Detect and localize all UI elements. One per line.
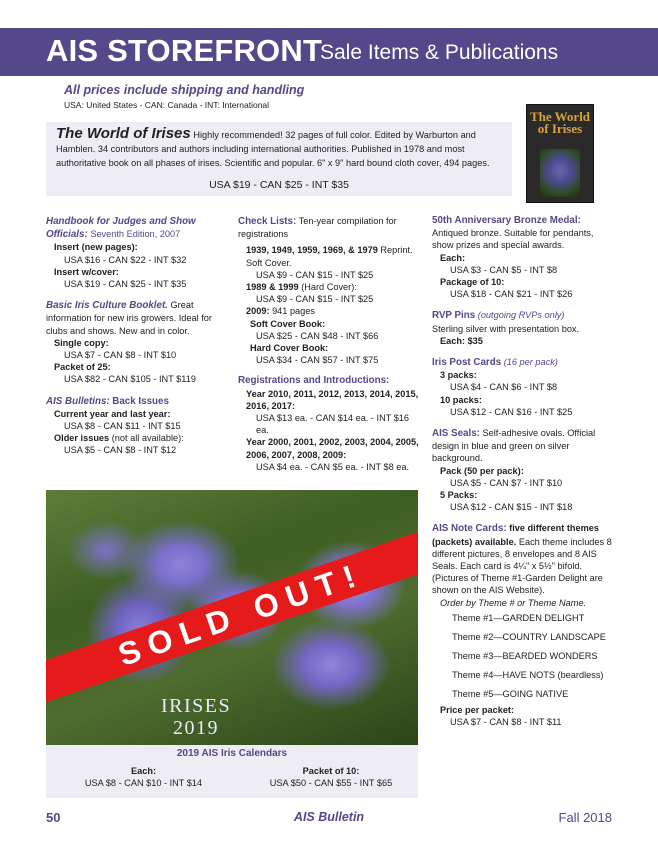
notecards-order: Order by Theme # or Theme Name. — [440, 597, 587, 608]
calendar-cover-title: IRISES 2019 — [160, 695, 232, 739]
medal-description: Antiqued bronze. Suitable for pendants, show prizes and special awards. — [432, 228, 594, 251]
world-of-irises-title: The World of Irises — [56, 125, 191, 142]
postcards-3-price: USA $4 - CAN $6 - INT $8 — [450, 382, 558, 393]
medal-each-label: Each: — [440, 252, 466, 263]
registrations-years-1: Year 2010, 2011, 2012, 2013, 2014, 2015, 2016, 2017: — [246, 388, 419, 411]
handbook-insert-label: Insert (new pages): — [54, 242, 138, 253]
calendar-title: 2019 AIS Iris Calendars — [176, 748, 288, 759]
postcards-heading: Iris Post Cards (16 per pack) — [432, 357, 558, 369]
registrations-heading: Registrations and Introductions: — [238, 375, 390, 387]
checklists-heading: Check Lists: Ten-year compilation for registrations — [238, 216, 397, 240]
publication-name: AIS Bulletin — [293, 810, 365, 824]
checklist-price-1: USA $9 - CAN $15 - INT $25 — [256, 269, 374, 280]
checklist-soft-price: USA $25 - CAN $48 - INT $66 — [256, 330, 379, 341]
world-of-irises-description: Highly recommended! 32 pages of full color. Edited by Warburton and Hamblen. 34 contributors and authors including international authorities. Published in 1978 and most authoritative book on all phases of irises. Scientific and popular. 6" x 9" hard bound cloth cover, 494 pages. — [56, 130, 490, 168]
notecards-themes — [432, 609, 614, 704]
culture-single-price: USA $7 - CAN $8 - INT $10 — [64, 350, 177, 361]
rvp-each: Each: $35 — [440, 335, 483, 346]
handbook-heading: Handbook for Judges and Show Officials: Seventh Edition, 2007 — [46, 216, 196, 241]
medal-heading: 50th Anniversary Bronze Medal: — [432, 215, 581, 226]
medal-package-price: USA $18 - CAN $21 - INT $26 — [450, 289, 573, 300]
header-banner — [0, 28, 658, 76]
seals-heading: AIS Seals: Self-adhesive ovals. Official design in blue and green on silver background. — [432, 428, 596, 464]
handbook-cover-label: Insert w/cover: — [54, 266, 119, 277]
postcards-10-label: 10 packs: — [440, 394, 482, 405]
checklist-2009: 2009: 941 pages — [246, 306, 315, 317]
book-cover-image — [526, 104, 594, 203]
notecards-price-label: Price per packet: — [440, 704, 515, 715]
seals-5-label: 5 Packs: — [440, 490, 478, 501]
sold-out-ribbon: SOLD OUT! — [46, 519, 418, 710]
calendar-info-box — [46, 745, 418, 798]
country-legend: USA: United States - CAN: Canada - INT: International — [64, 100, 270, 110]
rvp-description: Sterling silver with presentation box. — [432, 323, 580, 334]
notecards-heading: AIS Note Cards: five different themes (packets) available. Each theme includes 8 different pictures, 8 envelopes and 8 AIS Seals. Each card is 4¼" x 5½" bifold. (Pictures of Theme #1-Garden Delight are shown on the AIS Website). — [432, 523, 612, 596]
rvp-heading: RVP Pins (outgoing RVPs only) — [432, 310, 565, 322]
bulletins-current-label: Current year and last year: — [54, 408, 171, 419]
registrations-price-1: USA $13 ea. - CAN $14 ea. - INT $16 ea. — [256, 413, 410, 436]
bulletins-current-price: USA $8 - CAN $11 - INT $15 — [64, 421, 181, 432]
book-cover-iris — [540, 149, 580, 197]
theme-item: Theme #2—COUNTRY LANDSCAPE — [452, 631, 606, 642]
issue-date: Fall 2018 — [558, 810, 612, 825]
medal-each-price: USA $3 - CAN $5 - INT $8 — [450, 264, 558, 275]
culture-packet-price: USA $82 - CAN $105 - INT $119 — [64, 374, 196, 385]
checklist-price-2: USA $9 - CAN $15 - INT $25 — [256, 294, 374, 305]
world-of-irises-price: USA $19 - CAN $25 - INT $35 — [209, 179, 349, 191]
checklist-years-1: 1939, 1949, 1959, 1969, & 1979 Reprint. Soft Cover. — [246, 245, 413, 268]
theme-item: Theme #5—GOING NATIVE — [452, 688, 569, 699]
checklist-soft-label: Soft Cover Book: — [250, 318, 326, 329]
culture-heading: Basic Iris Culture Booklet. Great information for new iris growers. Ideal for clubs and shows. New and in color. — [46, 300, 212, 336]
checklist-hard-price: USA $34 - CAN $57 - INT $75 — [256, 355, 379, 366]
prices-note: All prices include shipping and handling — [64, 83, 305, 97]
checklist-years-2: 1989 & 1999 (Hard Cover): — [246, 282, 357, 293]
world-of-irises-box — [46, 122, 512, 196]
column-1 — [46, 215, 226, 457]
medal-package-label: Package of 10: — [440, 277, 505, 288]
calendar-pack: Packet of 10: USA $50 - CAN $55 - INT $65 — [269, 766, 393, 788]
bulletins-older-price: USA $5 - CAN $8 - INT $12 — [64, 445, 177, 456]
bulletins-older-label: Older issues (not all available): — [54, 433, 184, 444]
theme-item: Theme #3—BEARDED WONDERS — [452, 650, 598, 661]
calendar-each: Each: USA $8 - CAN $10 - INT $14 — [84, 766, 203, 788]
handbook-cover-price: USA $19 - CAN $25 - INT $35 — [64, 279, 187, 290]
calendar-photo — [46, 490, 418, 745]
theme-item: Theme #1—GARDEN DELIGHT — [452, 612, 585, 623]
seals-pack-label: Pack (50 per pack): — [440, 465, 524, 476]
checklist-hard-label: Hard Cover Book: — [250, 343, 329, 354]
handbook-insert-price: USA $16 - CAN $22 - INT $32 — [64, 254, 187, 265]
page-title: AIS STOREFRONT — [46, 33, 323, 68]
culture-packet-label: Packet of 25: — [54, 362, 111, 373]
seals-5-price: USA $12 - CAN $15 - INT $18 — [450, 502, 573, 513]
page-number: 50 — [46, 810, 61, 825]
registrations-years-2: Year 2000, 2001, 2002, 2003, 2004, 2005, 2006, 2007, 2008, 2009: — [246, 437, 419, 460]
notecards-price: USA $7 - CAN $8 - INT $11 — [450, 717, 562, 728]
page-subtitle: Sale Items & Publications — [320, 41, 559, 64]
culture-single-label: Single copy: — [54, 337, 109, 348]
bulletins-heading: AIS Bulletins: Back Issues — [46, 395, 169, 407]
column-2 — [238, 215, 420, 473]
book-cover-title: The World of Irises — [529, 109, 591, 136]
registrations-price-2: USA $4 ea. - CAN $5 ea. - INT $8 ea. — [256, 461, 410, 472]
world-of-irises-text — [56, 127, 506, 170]
theme-item: Theme #4—HAVE NOTS (beardless) — [452, 669, 604, 680]
postcards-3-label: 3 packs: — [440, 370, 477, 381]
column-3 — [432, 215, 614, 728]
postcards-10-price: USA $12 - CAN $16 - INT $25 — [450, 406, 573, 417]
seals-pack-price: USA $5 - CAN $7 - INT $10 — [450, 477, 563, 488]
